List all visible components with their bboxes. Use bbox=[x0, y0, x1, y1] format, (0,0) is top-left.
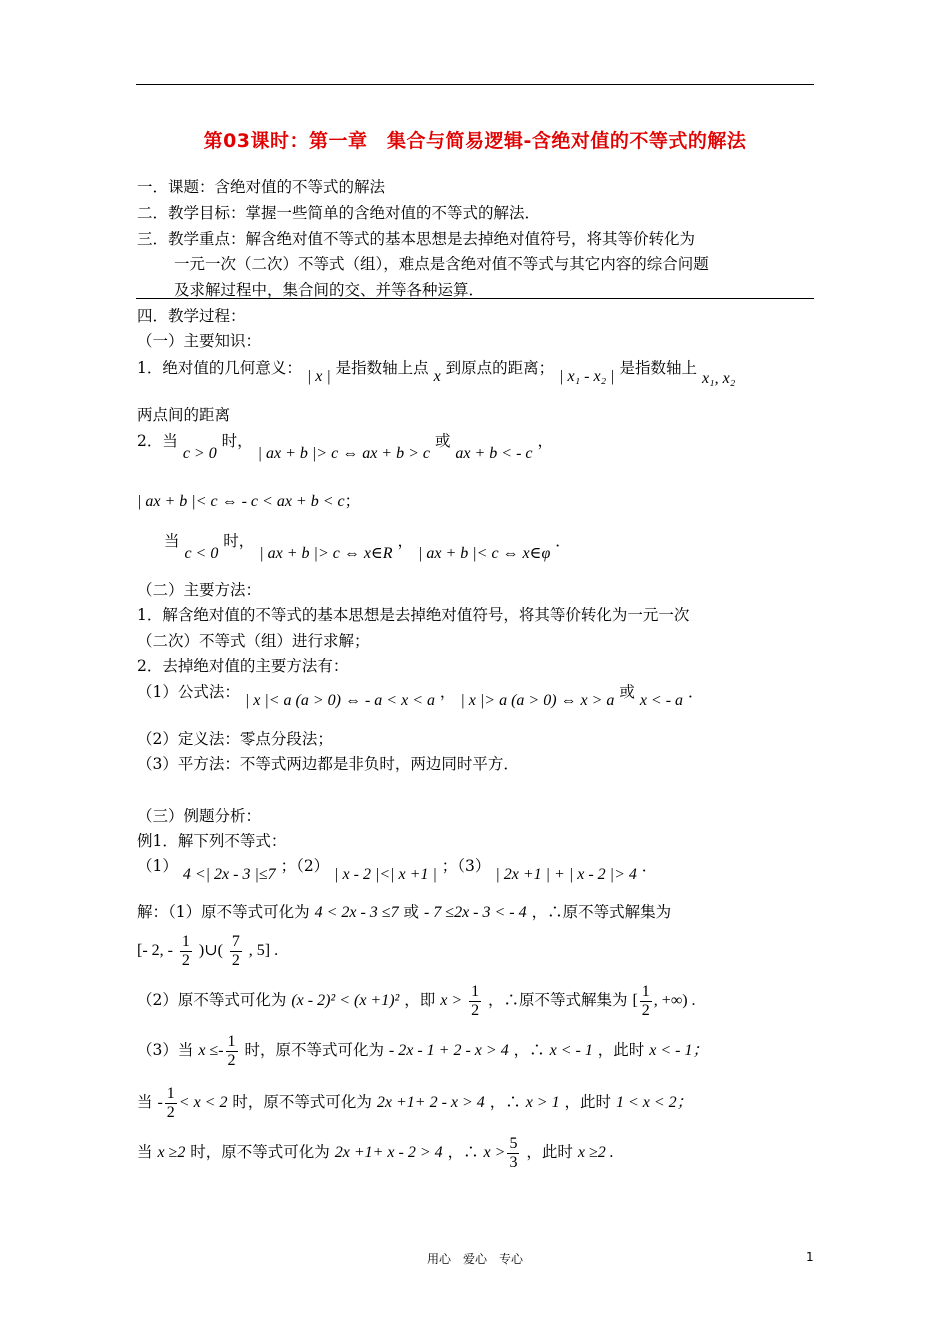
sol-1-set-mid: )∪( bbox=[198, 942, 223, 959]
abs-meaning-text-3: 是指数轴上 bbox=[619, 359, 698, 377]
formula-2: | x |> a (a > 0) ⇔ x > a bbox=[460, 692, 615, 709]
solution-3-line-2 bbox=[137, 1082, 693, 1123]
formula-1: | x |< a (a > 0) ⇔ - a < x < a bbox=[244, 692, 435, 709]
case-label: 2．当 bbox=[137, 432, 178, 450]
sol-3b-text-2: 时，原不等式可化为 bbox=[232, 1093, 372, 1111]
solution-1-set bbox=[137, 930, 278, 971]
ineq-2: | ax + b |< c ⇔ - c < ax + b < c bbox=[137, 493, 345, 510]
focus-line-3: 及求解过程中，集合间的交、并等各种运算． bbox=[174, 281, 485, 299]
example-1-problems: （1） 4 <| 2x - 3 |≤7 ；（2） | x - 2 |<| x +1 | ；（3） | 2x +1 | + | x - 2 |> 4 ． bbox=[137, 857, 658, 883]
sol-1-set-pre: [- 2, - bbox=[137, 942, 173, 959]
sol-3-e-pre: - bbox=[157, 1094, 163, 1111]
ineq-4: | ax + b |< c ⇔ x∈φ bbox=[417, 545, 551, 562]
fraction-five-thirds: $\frac{5}{3}$ bbox=[509, 1134, 518, 1171]
sol-3-b: - 2x - 1 + 2 - x > 4 bbox=[388, 1042, 509, 1059]
section-rule bbox=[136, 298, 814, 299]
page-footer: 用心 爱心 专心 bbox=[426, 1252, 523, 1266]
lesson-title: 第03课时：第一章 集合与简易逻辑-含绝对值的不等式的解法 bbox=[203, 130, 747, 152]
sol-3c-text-2: 时，原不等式可化为 bbox=[190, 1143, 330, 1161]
abs-x1-x2: | x₁ - x₂ | bbox=[559, 368, 615, 385]
sol-3b-text-4: ，此时 bbox=[564, 1093, 612, 1111]
or-text-2: 或 bbox=[619, 683, 635, 701]
abs-meaning-label: 1．绝对值的几何意义： bbox=[137, 359, 302, 377]
methods-heading: （二）主要方法： bbox=[137, 581, 262, 599]
sol-3-e-post: < x < 2 bbox=[178, 1094, 228, 1111]
prob-2: | x - 2 |<| x +1 | bbox=[334, 866, 437, 883]
sol-3b-text-3: ，∴ bbox=[489, 1093, 521, 1111]
sol-3c-text-3: ，∴ bbox=[447, 1143, 479, 1161]
examples-heading: （三）例题分析： bbox=[137, 807, 262, 825]
sol-3-j: 2x +1+ x - 2 > 4 bbox=[334, 1144, 443, 1161]
case-c-positive-line: 2．当 c > 0 时， | ax + b |> c ⇔ ax + b > c 或 ax + b < - c ， bbox=[137, 432, 553, 462]
sol-1-text-2: ，∴原不等式解集为 bbox=[531, 903, 672, 921]
var-x: x bbox=[433, 368, 441, 385]
sol-3b-text: 当 bbox=[137, 1093, 153, 1111]
prob-3: | 2x +1 | + | x - 2 |> 4 bbox=[495, 866, 637, 883]
methods-line-3: 2．去掉绝对值的主要方法有： bbox=[137, 657, 349, 675]
sol-3-text-4: ，此时 bbox=[597, 1041, 645, 1059]
prob-2-label: ；（2） bbox=[280, 857, 330, 875]
ineq-3: | ax + b |> c ⇔ x∈R bbox=[259, 545, 393, 562]
distance-line: 两点间的距离 bbox=[137, 406, 231, 424]
sol-2-set-post: , +∞) . bbox=[653, 992, 696, 1009]
sol-1-a: 4 < 2x - 3 ≤7 bbox=[314, 904, 399, 921]
solution-3-line-1 bbox=[137, 1030, 708, 1071]
when-text: 时， bbox=[221, 432, 253, 450]
ineq-2-line: | ax + b |< c ⇔ - c < ax + b < c； bbox=[137, 492, 361, 510]
sol-3-text: （3）当 bbox=[137, 1041, 194, 1059]
sol-3-text-3: ，∴ bbox=[513, 1041, 545, 1059]
abs-meaning-text-2: 到原点的距离； bbox=[445, 359, 555, 377]
knowledge-heading: （一）主要知识： bbox=[137, 332, 262, 350]
sol-3-h: 1 < x < 2； bbox=[615, 1094, 693, 1111]
fraction-half-3: $\frac{1}{2}$ bbox=[641, 982, 650, 1019]
definition-method: （2）定义法：零点分段法； bbox=[137, 730, 333, 748]
x1-x2: x₁, x₂ bbox=[701, 370, 736, 387]
case-label-2: 当 bbox=[164, 532, 180, 550]
sol-3-c: x < - 1 bbox=[549, 1042, 593, 1059]
sol-1-set-post: , 5] . bbox=[248, 942, 279, 959]
fraction-half: $\frac{1}{2}$ bbox=[181, 932, 190, 969]
solution-1-line bbox=[137, 902, 671, 923]
example-1-heading: 例1．解下列不等式： bbox=[137, 832, 287, 850]
sol-3-d: x < - 1； bbox=[649, 1042, 709, 1059]
sol-3c-text-4: ，此时 bbox=[526, 1143, 573, 1161]
focus-line-2: 一元一次（二次）不等式（组），难点是含绝对值不等式与其它内容的综合问题 bbox=[174, 255, 709, 273]
methods-line-2: （二次）不等式（组）进行求解； bbox=[137, 632, 370, 650]
focus-line-1: 三．教学重点：解含绝对值不等式的基本思想是去掉绝对值符号，将其等价转化为 bbox=[137, 230, 696, 248]
case-c-negative-line: 当 c < 0 时， | ax + b |> c ⇔ x∈R ， | ax + b |< c ⇔ x∈φ ． bbox=[164, 532, 571, 562]
prob-3-label: ；（3） bbox=[441, 857, 491, 875]
sol-3-k: x > bbox=[483, 1144, 506, 1161]
sol-1-text: 解：（1）原不等式可化为 bbox=[137, 903, 310, 921]
or-text: 或 bbox=[434, 432, 451, 450]
page-number: 1 bbox=[806, 1250, 814, 1264]
prob-1-label: （1） bbox=[137, 857, 178, 875]
c-gt-0: c > 0 bbox=[182, 445, 217, 462]
sol-3-f: 2x +1+ 2 - x > 4 bbox=[376, 1094, 485, 1111]
solution-3-line-3 bbox=[137, 1132, 614, 1173]
fraction-seven-half: $\frac{7}{2}$ bbox=[231, 932, 240, 969]
formula-method-line: （1）公式法： | x |< a (a > 0) ⇔ - a < x < a ， | x |> a (a > 0) ⇔ x > a 或 x < - a ． bbox=[137, 683, 704, 709]
ineq-1: | ax + b |> c ⇔ ax + b > c bbox=[257, 445, 430, 462]
sol-3-g: x > 1 bbox=[525, 1094, 560, 1111]
process-heading: 四．教学过程： bbox=[137, 307, 246, 325]
sol-2-text-3: ，∴原不等式解集为 bbox=[488, 991, 628, 1009]
prob-1: 4 <| 2x - 3 |≤7 bbox=[182, 866, 276, 883]
or-text-3: 或 bbox=[403, 903, 420, 921]
sol-3-a: x ≤- bbox=[198, 1042, 224, 1059]
methods-line-1: 1．解含绝对值的不等式的基本思想是去掉绝对值符号，将其等价转化为一元一次 bbox=[137, 606, 690, 624]
fraction-half-2: $\frac{1}{2}$ bbox=[471, 982, 480, 1019]
fraction-half-4: $\frac{1}{2}$ bbox=[227, 1032, 236, 1069]
ineq-1b: ax + b < - c bbox=[455, 445, 533, 462]
sol-3-text-2: 时，原不等式可化为 bbox=[244, 1041, 384, 1059]
sol-3-l: x ≥2 . bbox=[577, 1144, 614, 1161]
when-text-2: 时， bbox=[223, 532, 255, 550]
sol-3-i: x ≥2 bbox=[157, 1144, 186, 1161]
c-lt-0: c < 0 bbox=[184, 545, 219, 562]
sol-2-text-2: ，即 bbox=[404, 991, 436, 1009]
abs-meaning-text-1: 是指数轴上点 bbox=[335, 359, 429, 377]
header-rule bbox=[136, 84, 814, 85]
sol-2-a: (x - 2)² < (x +1)² bbox=[291, 992, 400, 1009]
formula-3: x < - a bbox=[639, 692, 684, 709]
square-method: （3）平方法：不等式两边都是非负时，两边同时平方． bbox=[137, 755, 519, 773]
abs-x: | x | bbox=[306, 368, 331, 385]
fraction-half-5: $\frac{1}{2}$ bbox=[166, 1084, 175, 1121]
sol-2-b: x > bbox=[440, 992, 463, 1009]
goal-line: 二．教学目标：掌握一些简单的含绝对值的不等式的解法． bbox=[137, 204, 541, 222]
abs-meaning-line bbox=[137, 358, 736, 387]
sol-2-text: （2）原不等式可化为 bbox=[137, 991, 287, 1009]
solution-2-line bbox=[137, 980, 696, 1021]
sol-2-set-pre: [ bbox=[632, 992, 638, 1009]
sol-3c-text: 当 bbox=[137, 1143, 153, 1161]
sol-1-b: - 7 ≤2x - 3 < - 4 bbox=[423, 904, 527, 921]
formula-label: （1）公式法： bbox=[137, 683, 240, 701]
topic-line: 一．课题：含绝对值的不等式的解法 bbox=[137, 178, 386, 196]
